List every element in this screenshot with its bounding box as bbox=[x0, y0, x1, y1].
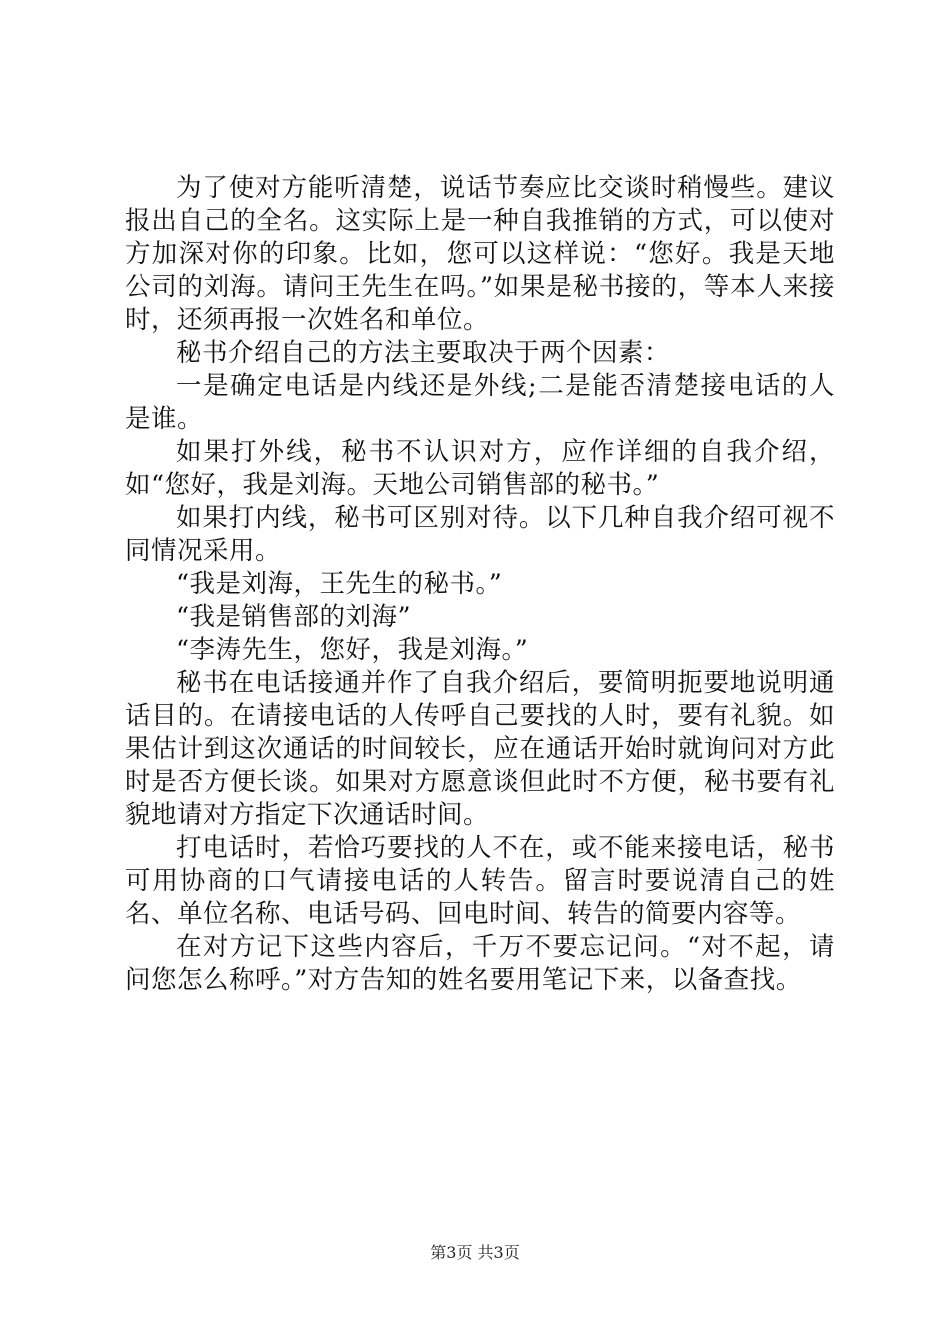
quote-1: “我是刘海，王先生的秘书。” bbox=[176, 569, 503, 599]
paragraph-5: 如果打内线，秘书可区别对待。以下几种自我介绍可视不同情况采用。 bbox=[125, 503, 835, 566]
paragraph-3: 一是确定电话是内线还是外线;二是能否清楚接电话的人是谁。 bbox=[125, 371, 835, 434]
document-body bbox=[125, 172, 835, 997]
paragraph-6: 秘书在电话接通并作了自我介绍后，要简明扼要地说明通话目的。在请接电话的人传呼自己要找的人时，要有礼貌。如果估计到这次通话的时间较长，应在通话开始时就询问对方此时是否方便长谈。如果对方愿意谈但此时不方便，秘书要有礼貌地请对方指定下次通话时间。 bbox=[125, 668, 835, 830]
paragraph-4: 如果打外线，秘书不认识对方，应作详细的自我介绍，如“您好，我是刘海。天地公司销售部的秘书。” bbox=[125, 437, 835, 500]
paragraph-8: 在对方记下这些内容后，千万不要忘记问。“对不起，请问您怎么称呼。”对方告知的姓名要用笔记下来，以备查找。 bbox=[125, 932, 835, 995]
paragraph-1: 为了使对方能听清楚，说话节奏应比交谈时稍慢些。建议报出自己的全名。这实际上是一种自我推销的方式，可以使对方加深对你的印象。比如，您可以这样说：“您好。我是天地公司的刘海。请问王先生在吗。”如果是秘书接的，等本人来接时，还须再报一次姓名和单位。 bbox=[125, 173, 835, 335]
quote-3: “李涛先生，您好，我是刘海。” bbox=[176, 635, 529, 665]
quote-2: “我是销售部的刘海” bbox=[176, 602, 412, 632]
paragraph-2: 秘书介绍自己的方法主要取决于两个因素： bbox=[176, 338, 671, 368]
paragraph-7: 打电话时，若恰巧要找的人不在，或不能来接电话，秘书可用协商的口气请接电话的人转告。留言时要说清自己的姓名、单位名称、电话号码、回电时间、转告的简要内容等。 bbox=[125, 833, 835, 929]
page-number-footer: 第3页 共3页 bbox=[430, 1243, 520, 1262]
